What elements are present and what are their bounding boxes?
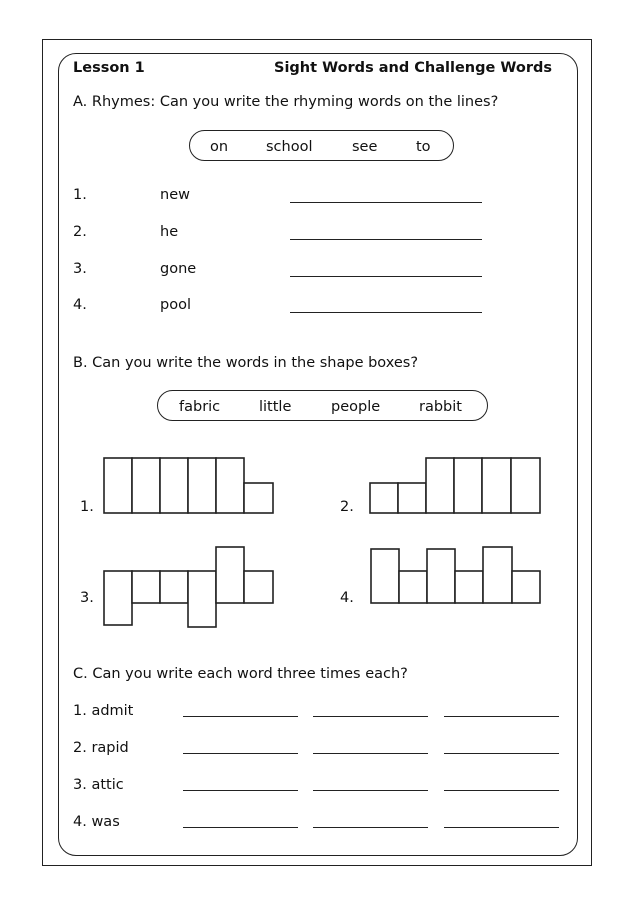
practice-line[interactable] xyxy=(313,716,428,717)
word-bank-a-word: to xyxy=(416,139,431,155)
word-bank-a-word: see xyxy=(352,139,378,155)
lesson-label: Lesson 1 xyxy=(73,60,145,76)
rhyme-item-word: pool xyxy=(160,297,191,313)
rhyme-item-number: 4. xyxy=(73,297,87,313)
rhyme-item-word: gone xyxy=(160,261,197,277)
rhyme-item-number: 2. xyxy=(73,224,87,240)
shape-item-number: 2. xyxy=(340,499,354,515)
practice-line[interactable] xyxy=(444,753,559,754)
shape-box-4[interactable] xyxy=(371,547,540,603)
practice-line[interactable] xyxy=(313,753,428,754)
page-title: Sight Words and Challenge Words xyxy=(274,60,552,76)
practice-line[interactable] xyxy=(183,827,298,828)
shape-box-3[interactable] xyxy=(104,547,273,627)
word-bank-a-word: on xyxy=(210,139,229,155)
practice-line[interactable] xyxy=(313,790,428,791)
rhyme-item-word: he xyxy=(160,224,179,240)
practice-line[interactable] xyxy=(444,716,559,717)
practice-line[interactable] xyxy=(183,716,298,717)
practice-word: 1. admit xyxy=(73,703,134,719)
section-b-heading: B. Can you write the words in the shape boxes? xyxy=(73,355,419,371)
practice-word: 3. attic xyxy=(73,777,124,793)
word-bank-b-word: little xyxy=(259,399,292,415)
practice-line[interactable] xyxy=(444,790,559,791)
shape-box-2[interactable] xyxy=(370,458,540,513)
word-bank-b-word: people xyxy=(331,399,381,415)
word-bank-b-word: rabbit xyxy=(419,399,462,415)
rhyme-item-word: new xyxy=(160,187,190,203)
word-bank-b-word: fabric xyxy=(179,399,221,415)
practice-line[interactable] xyxy=(444,827,559,828)
shape-item-number: 4. xyxy=(340,590,354,606)
word-bank-a-word: school xyxy=(266,139,313,155)
shape-box-1[interactable] xyxy=(104,458,273,513)
practice-word: 2. rapid xyxy=(73,740,129,756)
rhyme-item-number: 3. xyxy=(73,261,87,277)
shape-item-number: 1. xyxy=(80,499,94,515)
section-c-heading: C. Can you write each word three times each? xyxy=(73,666,408,682)
practice-line[interactable] xyxy=(313,827,428,828)
practice-line[interactable] xyxy=(183,753,298,754)
shape-item-number: 3. xyxy=(80,590,94,606)
practice-line[interactable] xyxy=(183,790,298,791)
rhyme-item-number: 1. xyxy=(73,187,87,203)
section-a-heading: A. Rhymes: Can you write the rhyming words on the lines? xyxy=(73,94,499,110)
practice-word: 4. was xyxy=(73,814,120,830)
